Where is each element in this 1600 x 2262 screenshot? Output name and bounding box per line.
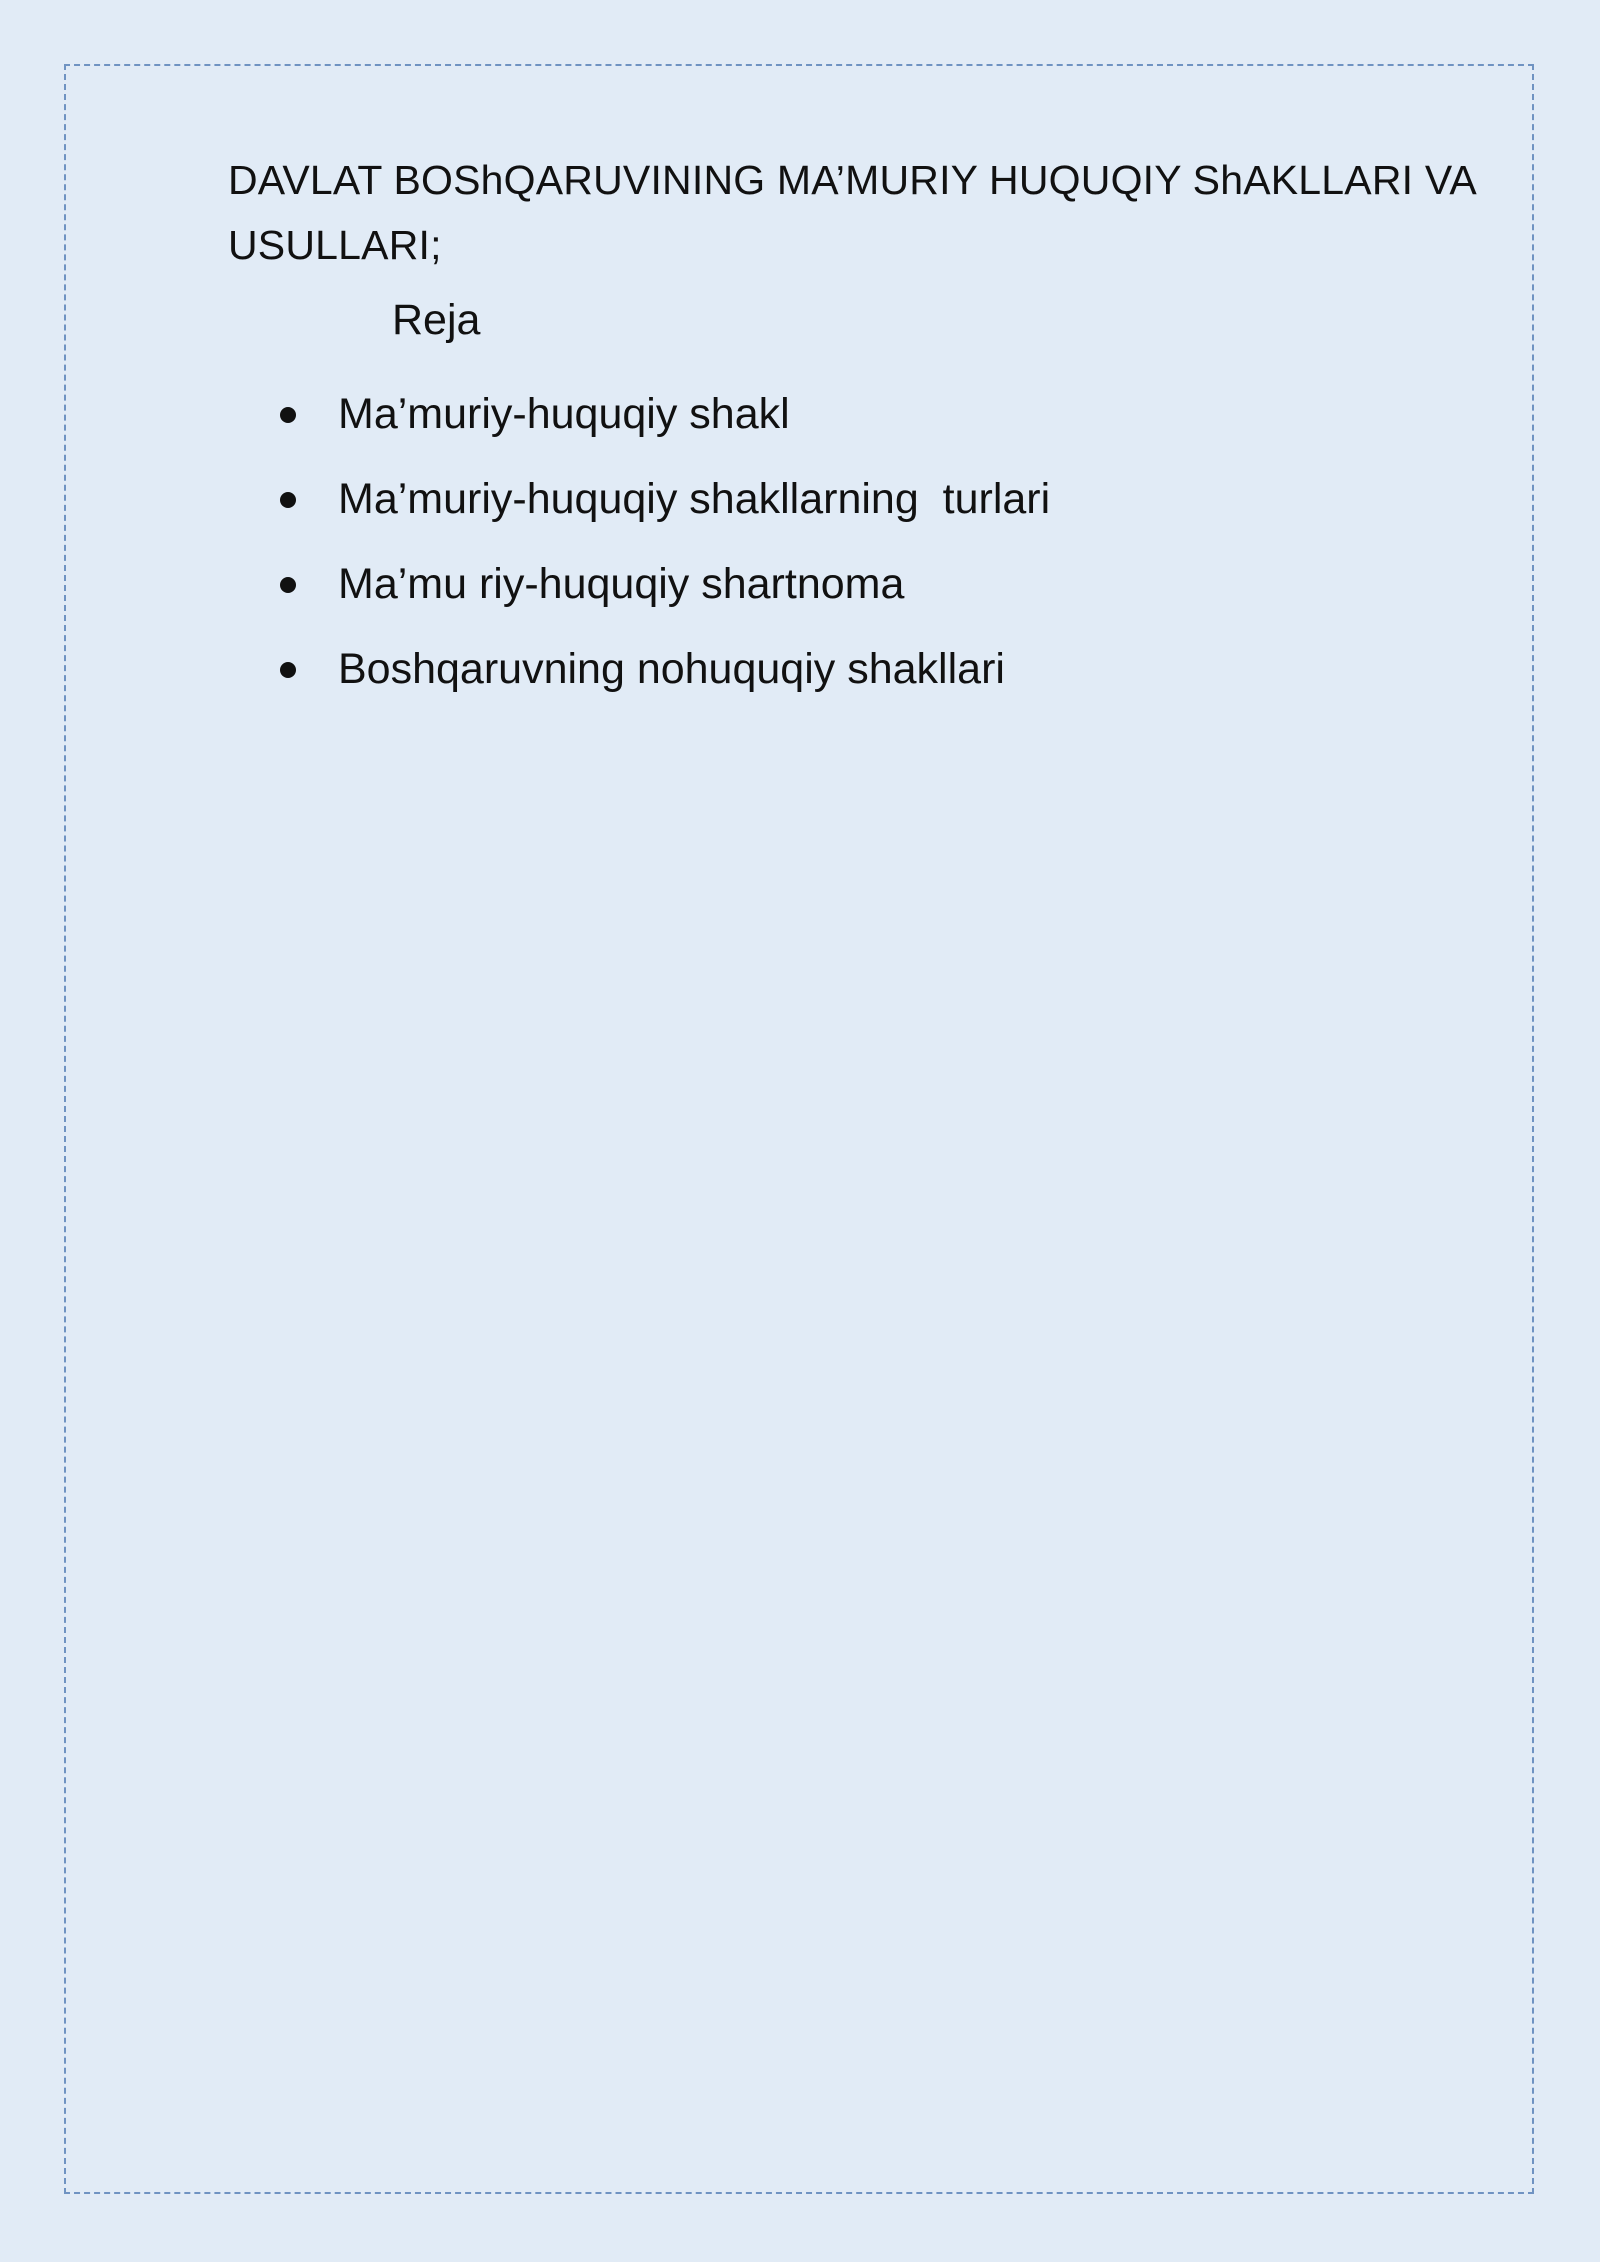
plan-heading: Reja: [392, 296, 481, 344]
plan-list: [228, 372, 1528, 712]
list-item: [228, 457, 1528, 542]
list-item-text: Ma’mu riy-huquqiy shartnoma: [338, 560, 905, 608]
document-content: [228, 148, 1528, 712]
bullet-icon: [280, 662, 296, 678]
document-title: DAVLAT BOShQARUVINING MA’MURIY HUQUQIY ShAKLLARI VA USULLARI;: [228, 157, 1475, 268]
bullet-icon: [280, 407, 296, 423]
bullet-icon: [280, 492, 296, 508]
list-item: [228, 372, 1528, 457]
bullet-icon: [280, 577, 296, 593]
list-item: [228, 542, 1528, 627]
list-item-text: Ma’muriy-huquqiy shakllarning turlari: [338, 475, 1051, 523]
list-item-text: Ma’muriy-huquqiy shakl: [338, 390, 790, 438]
list-item-text: Boshqaruvning nohuquqiy shakllari: [338, 645, 1005, 693]
list-item: [228, 627, 1528, 712]
